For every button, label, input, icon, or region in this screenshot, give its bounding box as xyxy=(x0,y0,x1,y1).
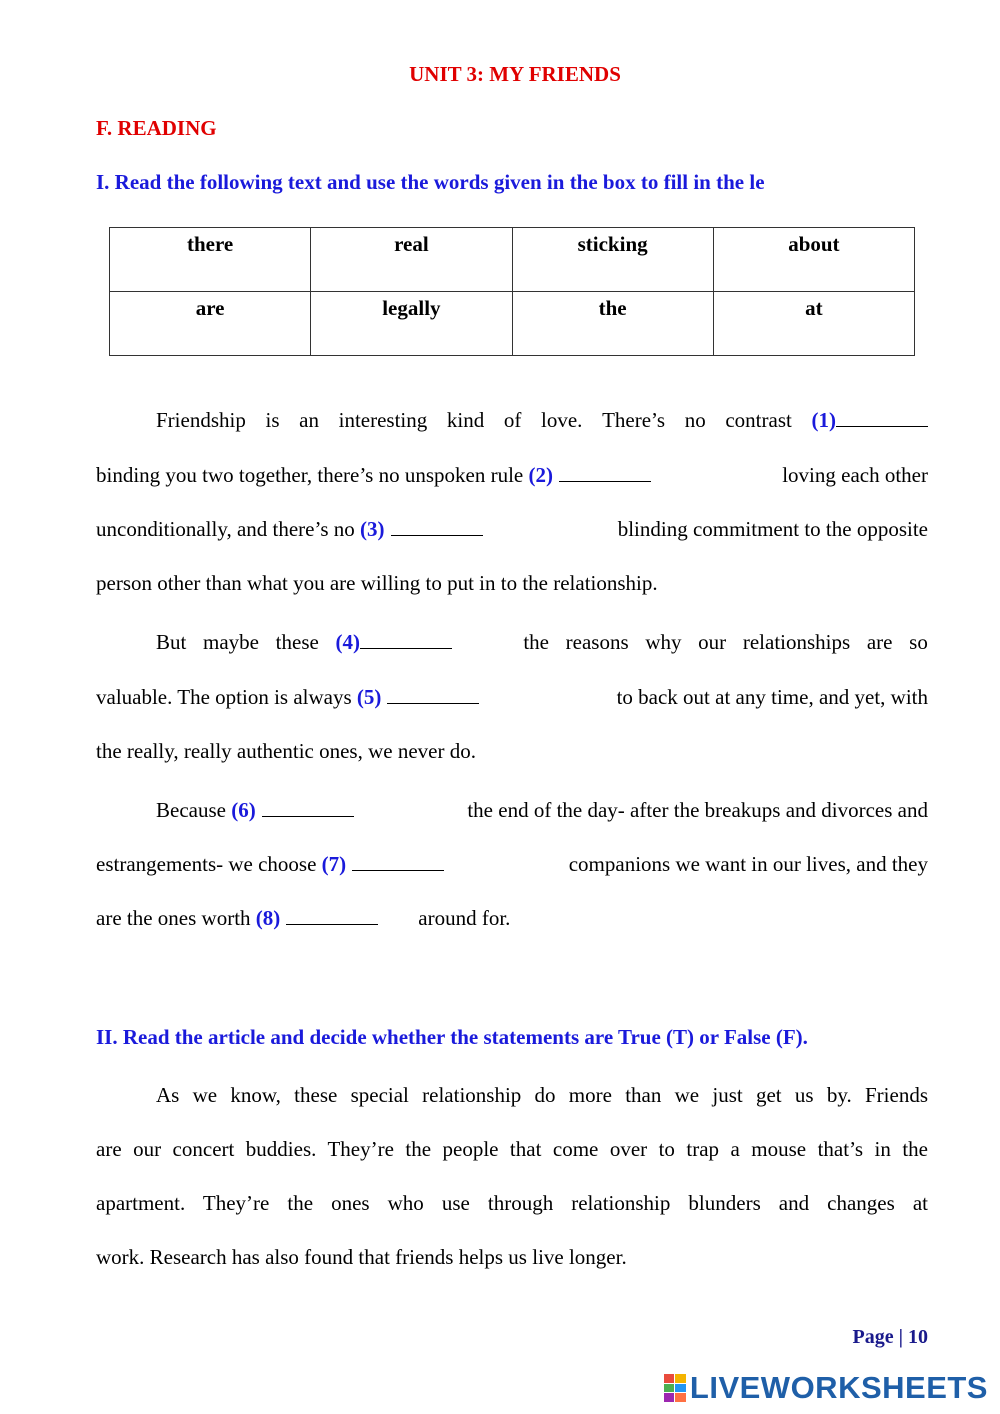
word-cell: there xyxy=(110,228,311,292)
answer-blank-4[interactable] xyxy=(360,630,452,649)
word-box-row xyxy=(110,228,915,292)
answer-blank-8[interactable] xyxy=(286,906,378,925)
word-cell: are xyxy=(110,292,311,356)
word-box xyxy=(109,227,915,356)
liveworksheets-icon xyxy=(664,1374,686,1402)
passage-line: binding you two together, there’s no unspoken rule (2) loving each other xyxy=(96,463,928,487)
word-box-row xyxy=(110,292,915,356)
passage-line: But maybe these (4) the reasons why our relationships are so xyxy=(156,630,928,654)
blank-number: (2) xyxy=(528,463,553,487)
article-line: work. Research has also found that friends helps us live longer. xyxy=(96,1245,627,1269)
blank-number: (6) xyxy=(231,798,256,822)
word-cell: real xyxy=(311,228,512,292)
passage-line: the really, really authentic ones, we never do. xyxy=(96,739,476,763)
section-heading: F. READING xyxy=(96,116,217,140)
logo-text: LIVEWORKSHEETS xyxy=(689,1370,988,1405)
article-line: apartment. They’re the ones who use through relationship blunders and changes at xyxy=(96,1191,928,1215)
passage-line: Friendship is an interesting kind of love. There’s no contrast (1) xyxy=(156,408,928,433)
word-cell: at xyxy=(713,292,914,356)
part2-instruction: II. Read the article and decide whether the statements are True (T) or False (F). xyxy=(96,1025,808,1049)
article-line: are our concert buddies. They’re the people that come over to trap a mouse that’s in the xyxy=(96,1137,928,1161)
blank-number: (5) xyxy=(356,685,382,709)
passage-line: person other than what you are willing to put in to the relationship. xyxy=(96,571,658,595)
blank-number: (4) xyxy=(335,630,360,654)
answer-blank-7[interactable] xyxy=(352,852,444,871)
answer-blank-5[interactable] xyxy=(387,685,479,704)
word-cell: the xyxy=(512,292,713,356)
word-cell: legally xyxy=(311,292,512,356)
word-cell: about xyxy=(713,228,914,292)
passage-line: unconditionally, and there’s no (3) blinding commitment to the opposite xyxy=(96,517,928,541)
passage-line: valuable. The option is always (5) to back out at any time, and yet, with xyxy=(96,685,928,709)
article-line: As we know, these special relationship do more than we just get us by. Friends xyxy=(156,1083,928,1107)
answer-blank-2[interactable] xyxy=(559,463,651,482)
liveworksheets-logo[interactable] xyxy=(664,1370,988,1406)
answer-blank-3[interactable] xyxy=(391,517,483,536)
unit-title: UNIT 3: MY FRIENDS xyxy=(409,62,621,86)
answer-blank-1[interactable] xyxy=(836,408,928,427)
blank-number: (7) xyxy=(321,852,347,876)
passage-line: are the ones worth (8) around for. xyxy=(96,906,511,930)
page-number: Page | 10 xyxy=(852,1326,928,1348)
answer-blank-6[interactable] xyxy=(262,798,354,817)
blank-number: (3) xyxy=(360,517,385,541)
blank-number: (8) xyxy=(255,906,281,930)
passage-line: Because (6) the end of the day- after the breakups and divorces and xyxy=(156,798,928,822)
passage-line: estrangements- we choose (7) companions we want in our lives, and they xyxy=(96,852,928,876)
part1-instruction: I. Read the following text and use the words given in the box to fill in the le xyxy=(96,170,765,194)
blank-number: (1) xyxy=(811,408,836,432)
word-cell: sticking xyxy=(512,228,713,292)
